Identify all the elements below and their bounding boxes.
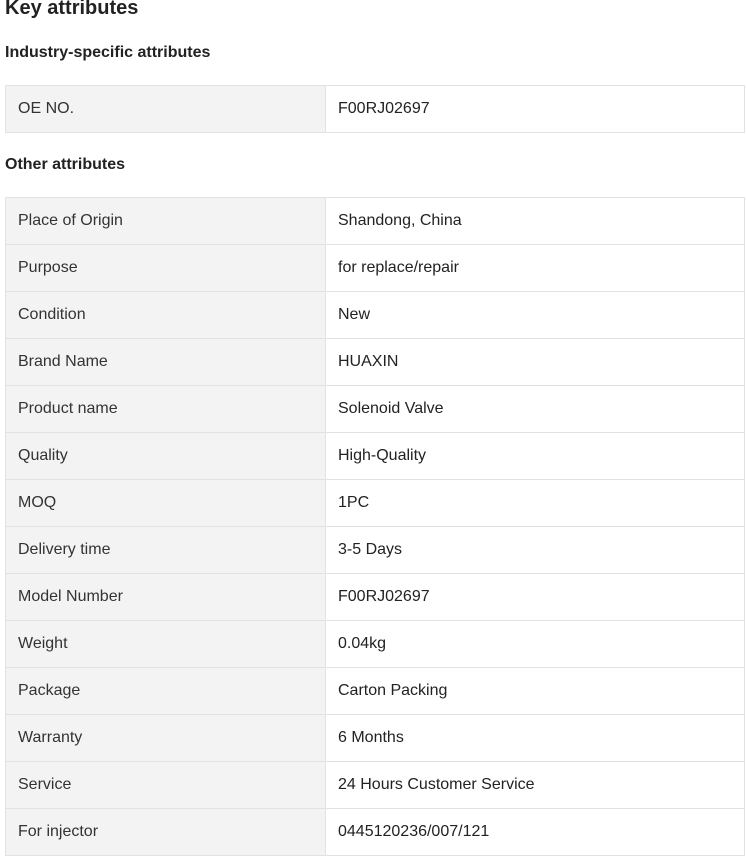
attribute-value: New — [326, 292, 745, 339]
table-row — [6, 245, 745, 292]
attribute-value: HUAXIN — [326, 339, 745, 386]
attribute-value: F00RJ02697 — [326, 574, 745, 621]
attribute-value: for replace/repair — [326, 245, 745, 292]
attribute-label: Service — [6, 762, 326, 809]
attribute-value: F00RJ02697 — [326, 86, 745, 133]
table-row — [6, 480, 745, 527]
page-title: Key attributes — [5, 0, 139, 19]
table-row — [6, 386, 745, 433]
table-row — [6, 762, 745, 809]
table-row — [6, 527, 745, 574]
attribute-label: Quality — [6, 433, 326, 480]
other-attributes-table — [5, 197, 745, 856]
attribute-label: Place of Origin — [6, 198, 326, 245]
attribute-value: Solenoid Valve — [326, 386, 745, 433]
attribute-value: 3-5 Days — [326, 527, 745, 574]
table-row — [6, 574, 745, 621]
attribute-value: Shandong, China — [326, 198, 745, 245]
attribute-label: Product name — [6, 386, 326, 433]
attribute-value: 6 Months — [326, 715, 745, 762]
attribute-label: MOQ — [6, 480, 326, 527]
table-row — [6, 621, 745, 668]
attribute-label: Weight — [6, 621, 326, 668]
table-row — [6, 433, 745, 480]
industry-attributes-table — [5, 85, 745, 133]
attribute-value: 0.04kg — [326, 621, 745, 668]
table-row — [6, 809, 745, 856]
attribute-value: 0445120236/007/121 — [326, 809, 745, 856]
attribute-label: Model Number — [6, 574, 326, 621]
attribute-label: For injector — [6, 809, 326, 856]
attribute-label: Warranty — [6, 715, 326, 762]
table-row — [6, 715, 745, 762]
attribute-label: Purpose — [6, 245, 326, 292]
table-row — [6, 339, 745, 386]
attribute-value: Carton Packing — [326, 668, 745, 715]
attribute-label: OE NO. — [6, 86, 326, 133]
industry-attributes-title: Industry-specific attributes — [5, 44, 211, 61]
attribute-label: Condition — [6, 292, 326, 339]
table-row — [6, 86, 745, 133]
table-row — [6, 668, 745, 715]
other-attributes-title: Other attributes — [5, 156, 126, 173]
attribute-label: Package — [6, 668, 326, 715]
attribute-value: High-Quality — [326, 433, 745, 480]
table-row — [6, 198, 745, 245]
table-row — [6, 292, 745, 339]
attribute-label: Delivery time — [6, 527, 326, 574]
attribute-value: 24 Hours Customer Service — [326, 762, 745, 809]
attribute-label: Brand Name — [6, 339, 326, 386]
attribute-value: 1PC — [326, 480, 745, 527]
